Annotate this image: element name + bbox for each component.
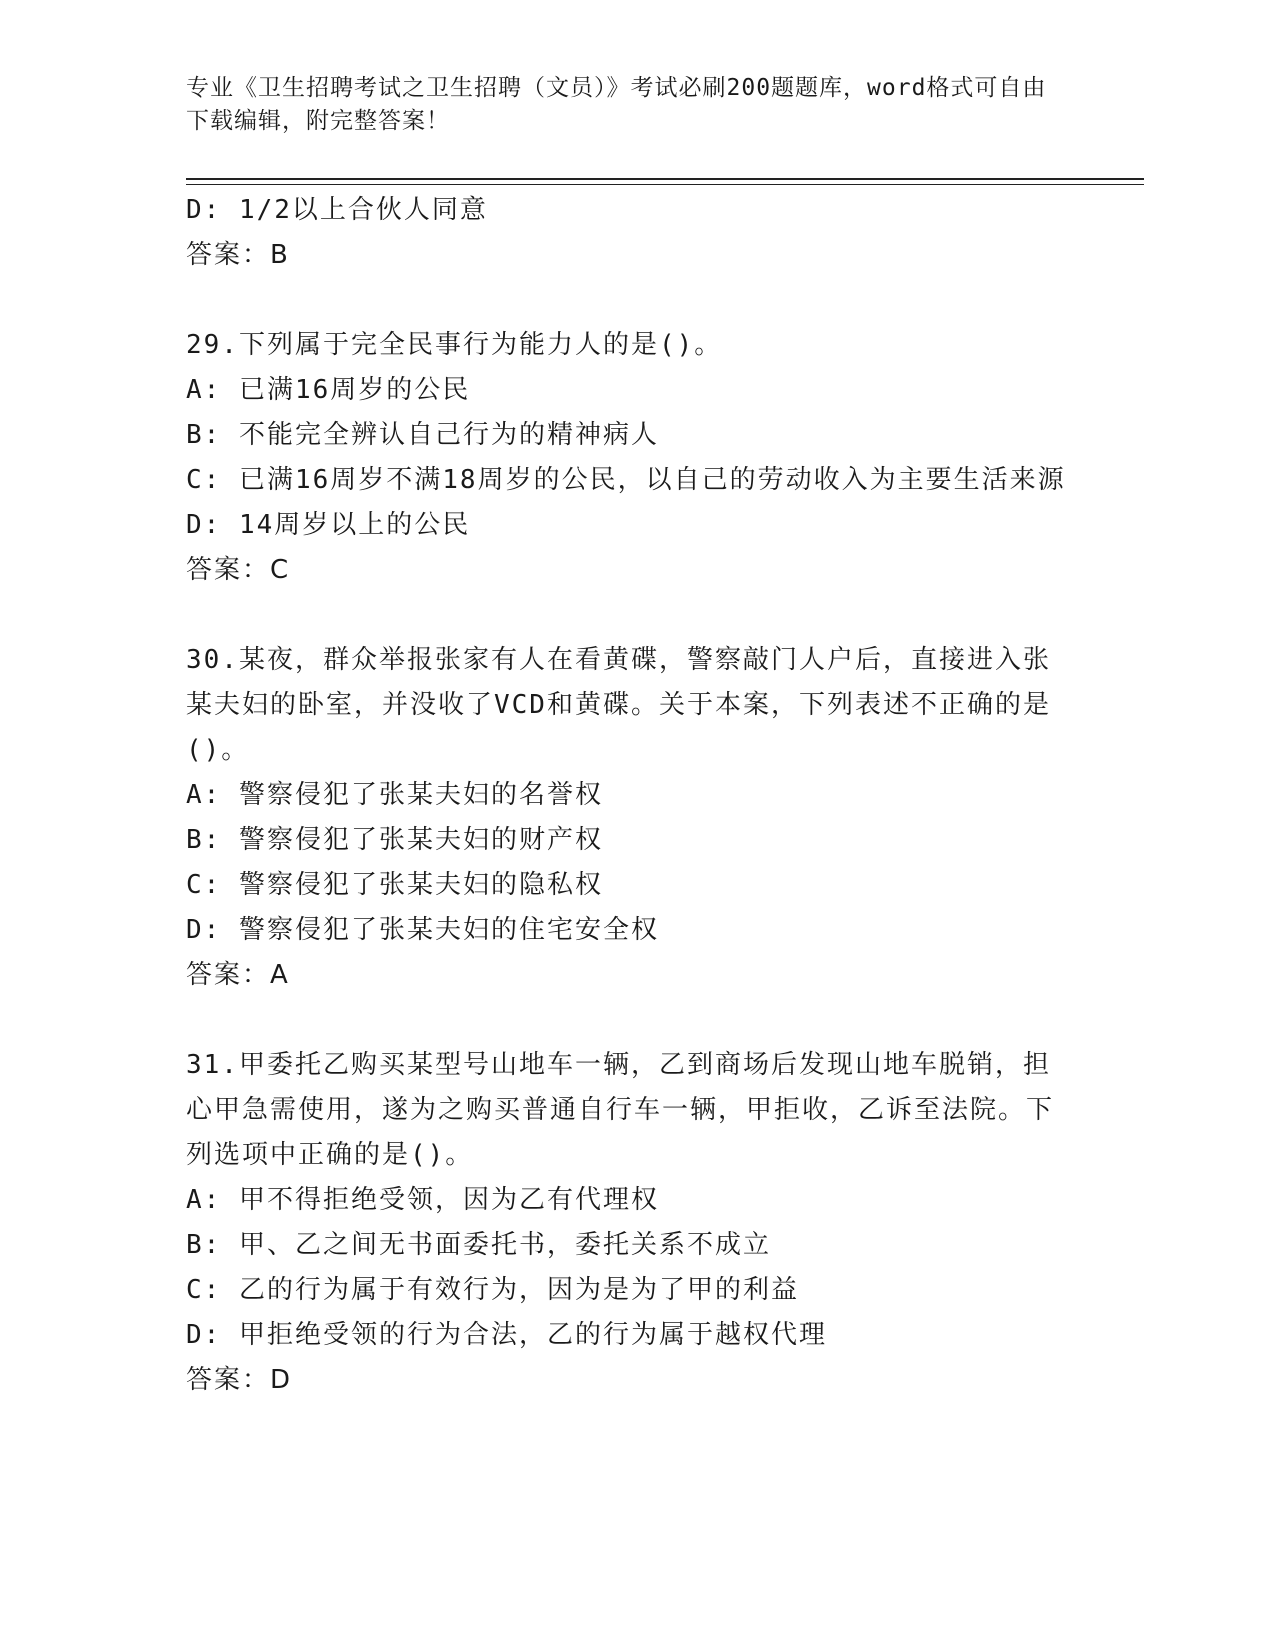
prev-question-answer: 答案：B: [186, 240, 290, 270]
prev-question-option-d: D: 1/2以上合伙人同意: [186, 195, 488, 225]
option-d: D: 警察侵犯了张某夫妇的住宅安全权: [186, 915, 659, 945]
header-divider-thin: [186, 184, 1144, 185]
question-block-30: [186, 638, 1066, 998]
answer: 答案：A: [186, 960, 290, 990]
option-d: D: 甲拒绝受领的行为合法，乙的行为属于越权代理: [186, 1320, 827, 1350]
question-stem: 31.甲委托乙购买某型号山地车一辆，乙到商场后发现山地车脱销，担心甲急需使用，遂为之购买普通自行车一辆，甲拒收，乙诉至法院。下列选项中正确的是()。: [186, 1050, 1055, 1170]
option-c: C: 警察侵犯了张某夫妇的隐私权: [186, 870, 603, 900]
option-d: D: 14周岁以上的公民: [186, 510, 471, 540]
question-block-29: [186, 323, 1066, 593]
option-b: B: 甲、乙之间无书面委托书，委托关系不成立: [186, 1230, 771, 1260]
page-header: 专业《卫生招聘考试之卫生招聘（文员）》考试必刷200题题库，word格式可自由下载编辑，附完整答案！: [186, 75, 1047, 134]
answer: 答案：D: [186, 1365, 293, 1395]
option-a: A: 甲不得拒绝受领，因为乙有代理权: [186, 1185, 659, 1215]
answer: 答案：C: [186, 555, 291, 585]
option-c: C: 乙的行为属于有效行为，因为是为了甲的利益: [186, 1275, 799, 1305]
question-block-31: [186, 1043, 1066, 1403]
option-a: A: 已满16周岁的公民: [186, 375, 471, 405]
document-body: [186, 188, 1066, 1403]
option-c: C: 已满16周岁不满18周岁的公民，以自己的劳动收入为主要生活来源: [186, 465, 1066, 495]
question-stem: 30.某夜，群众举报张家有人在看黄碟，警察敲门人户后，直接进入张某夫妇的卧室，并没收了VCD和黄碟。关于本案，下列表述不正确的是()。: [186, 645, 1051, 765]
spacer: [186, 278, 1066, 323]
question-stem: 29.下列属于完全民事行为能力人的是()。: [186, 330, 723, 360]
option-b: B: 不能完全辨认自己行为的精神病人: [186, 420, 659, 450]
spacer: [186, 998, 1066, 1043]
header-divider-thick: [186, 178, 1144, 180]
option-a: A: 警察侵犯了张某夫妇的名誉权: [186, 780, 603, 810]
spacer: [186, 593, 1066, 638]
option-b: B: 警察侵犯了张某夫妇的财产权: [186, 825, 603, 855]
